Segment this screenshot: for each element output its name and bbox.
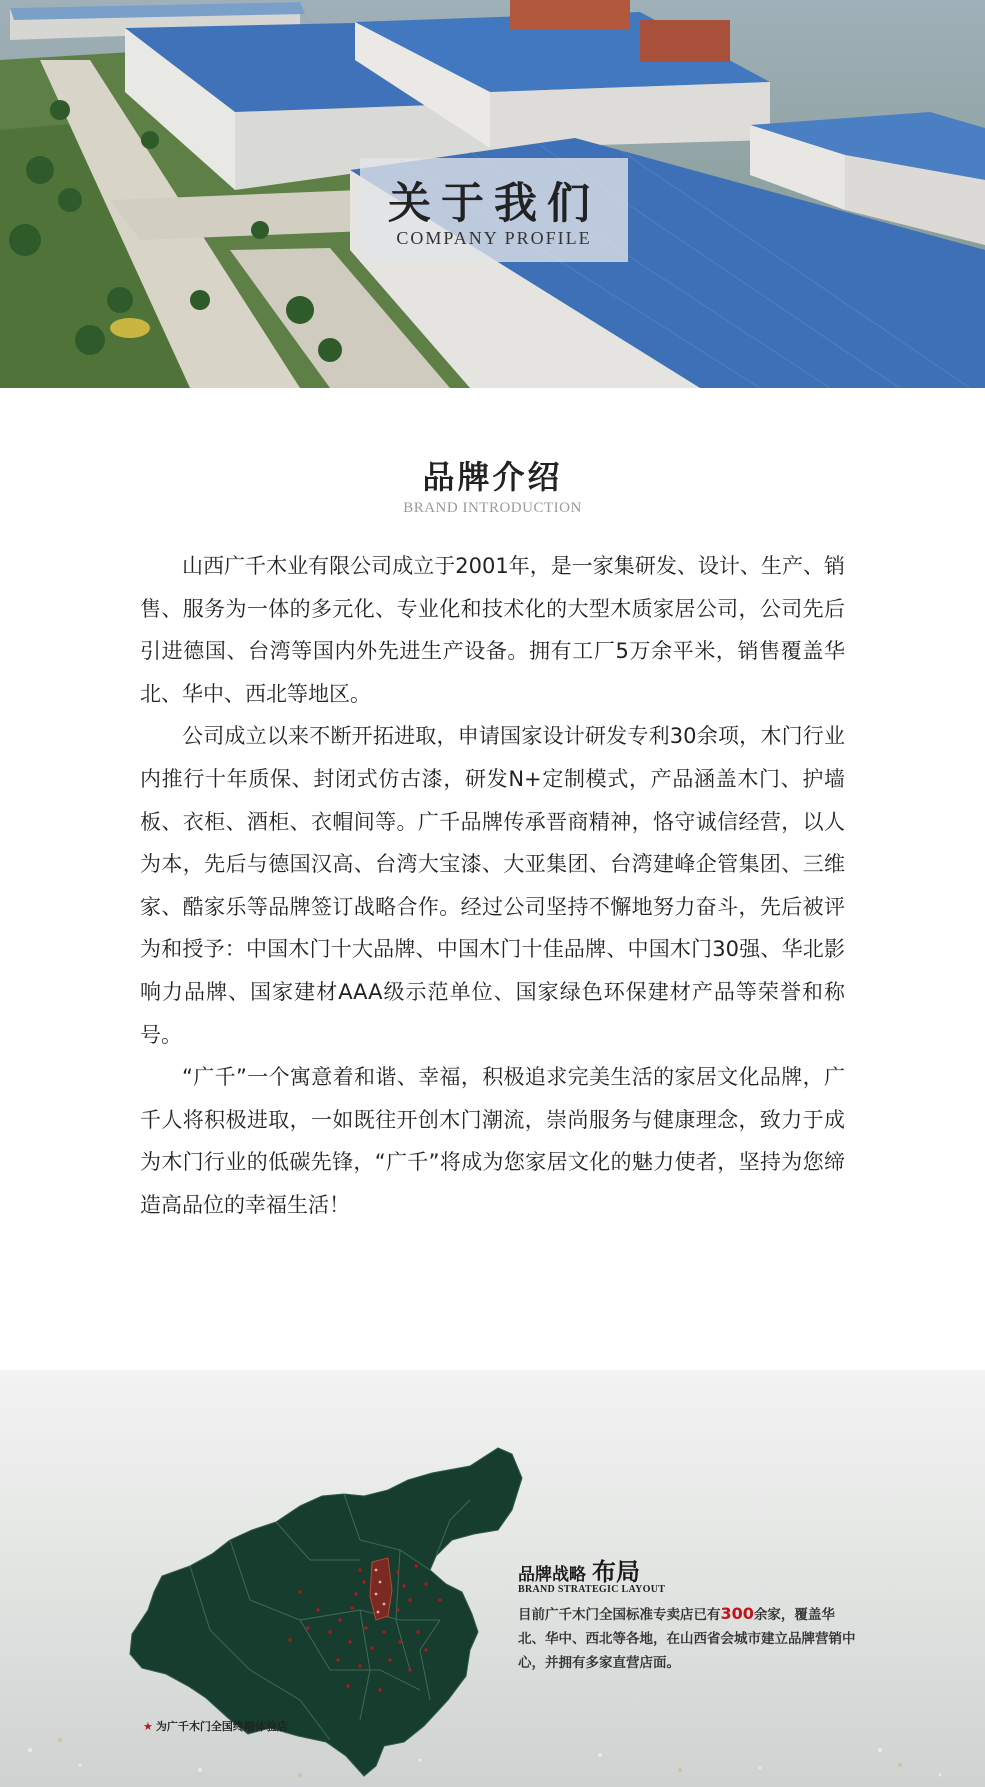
shanxi-province [370,1558,392,1620]
intro-paragraph: “广千”一个寓意着和谐、幸福，积极追求完美生活的家居文化品牌，广千人将积极进取，一如既往开创木门潮流，崇尚服务与健康理念，致力于成为木门行业的低碳先锋，“广千”将成为您家居文化的魅力使者，坚持为您缔造高品位的幸福生活！ [140,1065,845,1217]
strategy-subtitle: BRAND STRATEGIC LAYOUT [518,1584,666,1595]
strategy-title-small: 品牌战略 [518,1565,586,1585]
hero-banner [0,0,985,388]
intro-paragraph: 山西广千木业有限公司成立于2001年，是一家集研发、设计、生产、销售、服务为一体的多元化、专业化和技术化的大型木质家居公司，公司先后引进德国、台湾等国内外先进生产设备。拥有工厂5万余平米，销售覆盖华北、华中、西北等地区。 [140,554,845,706]
brand-strategy-section [0,1370,985,1787]
star-icon: ★ [143,1720,153,1733]
hero-subtitle: COMPANY PROFILE [396,228,592,248]
strategy-title-big: 布局 [592,1558,640,1586]
brand-intro-heading: 品牌介绍 [422,458,563,496]
map-legend-label: 为广千木门全国终端体验店 [155,1720,288,1733]
store-count: 300 [720,1604,754,1623]
brand-intro-body [140,545,845,1227]
hero-title: 关于我们 [388,179,600,229]
map-legend [143,1718,288,1734]
intro-paragraph: 公司成立以来不断开拓进取，申请国家设计研发专利30余项，木门行业内推行十年质保、封闭式仿古漆，研发N+定制模式，产品涵盖木门、护墙板、衣柜、酒柜、衣帽间等。广千品牌传承晋商精神，恪守诚信经营，以人为本，先后与德国汉高、台湾大宝漆、大亚集团、台湾建峰企管集团、三维家、酷家乐等品牌签订战略合作。经过公司坚持不懈地努力奋斗，先后被评为和授予：中国木门十大品牌、中国木门十佳品牌、中国木门30强、华北影响力品牌、国家建材AAA级示范单位、国家绿色环保建材产品等荣誉和称号。 [140,724,845,1047]
hero-title-badge [360,158,628,262]
strategy-body-text: 目前广千木门全国标准专卖店已有 [518,1607,721,1623]
strategy-title [518,1552,640,1587]
strategy-body [518,1602,860,1675]
brand-intro-subheading: BRAND INTRODUCTION [403,500,582,516]
strategy-body-text: 余家，覆盖华北、华中、西北等各地，在山西省会城市建立品牌营销中心，并拥有多家直营店面。 [518,1607,856,1671]
